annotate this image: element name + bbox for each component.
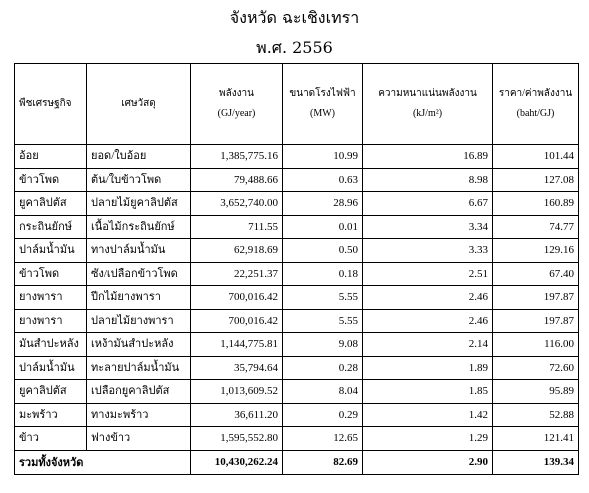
- header-energy-label: พลังงาน: [219, 88, 254, 99]
- cell-price: 197.87: [493, 309, 579, 333]
- header-price-unit: (baht/GJ): [516, 108, 555, 119]
- cell-residue: เหง้ามันสำปะหลัง: [87, 333, 191, 357]
- cell-capacity: 0.01: [283, 215, 363, 239]
- table-row: [15, 215, 579, 239]
- cell-price: 197.87: [493, 286, 579, 310]
- header-energy-unit: (GJ/year): [217, 108, 256, 119]
- cell-crop: ยูคาลิปตัส: [15, 192, 87, 216]
- header-price-label: ราคา/ค่าพลังงาน: [498, 88, 573, 99]
- cell-energy: 700,016.42: [191, 286, 283, 310]
- total-row: [15, 450, 579, 474]
- cell-crop: ข้าวโพด: [15, 262, 87, 286]
- cell-density: 6.67: [363, 192, 493, 216]
- cell-energy: 3,652,740.00: [191, 192, 283, 216]
- header-capacity-unit: (MW): [310, 108, 335, 119]
- header-crop: พืชเศรษฐกิจ: [15, 64, 87, 145]
- table-row: [15, 333, 579, 357]
- cell-capacity: 10.99: [283, 145, 363, 169]
- cell-residue: ปีกไม้ยางพารา: [87, 286, 191, 310]
- cell-density: 2.46: [363, 286, 493, 310]
- cell-crop: ข้าวโพด: [15, 168, 87, 192]
- cell-residue: ฟางข้าว: [87, 427, 191, 451]
- total-label: รวมทั้งจังหวัด: [15, 450, 191, 474]
- header-density-label: ความหนาแน่นพลังงาน: [378, 88, 477, 99]
- table-row: [15, 239, 579, 263]
- cell-crop: ข้าว: [15, 427, 87, 451]
- table-row: [15, 168, 579, 192]
- cell-residue: ทางปาล์มน้ำมัน: [87, 239, 191, 263]
- cell-energy: 1,144,775.81: [191, 333, 283, 357]
- total-capacity: 82.69: [283, 450, 363, 474]
- header-density-unit: (kJ/m²): [412, 108, 443, 119]
- cell-density: 1.85: [363, 380, 493, 404]
- cell-price: 127.08: [493, 168, 579, 192]
- cell-crop: มะพร้าว: [15, 403, 87, 427]
- cell-energy: 711.55: [191, 215, 283, 239]
- cell-price: 121.41: [493, 427, 579, 451]
- cell-capacity: 8.04: [283, 380, 363, 404]
- cell-capacity: 0.28: [283, 356, 363, 380]
- cell-energy: 22,251.37: [191, 262, 283, 286]
- cell-price: 129.16: [493, 239, 579, 263]
- header-price: [493, 64, 579, 145]
- cell-price: 101.44: [493, 145, 579, 169]
- cell-residue: ยอด/ใบอ้อย: [87, 145, 191, 169]
- cell-crop: อ้อย: [15, 145, 87, 169]
- document-title: จังหวัด ฉะเชิงเทรา: [229, 8, 360, 27]
- cell-residue: ทางมะพร้าว: [87, 403, 191, 427]
- header-residue: เศษวัสดุ: [87, 64, 191, 145]
- cell-crop: ยางพารา: [15, 309, 87, 333]
- table-body: [15, 145, 579, 451]
- cell-density: 3.33: [363, 239, 493, 263]
- cell-crop: กระถินยักษ์: [15, 215, 87, 239]
- cell-energy: 35,794.64: [191, 356, 283, 380]
- cell-price: 160.89: [493, 192, 579, 216]
- total-price: 139.34: [493, 450, 579, 474]
- cell-capacity: 0.63: [283, 168, 363, 192]
- table-row: [15, 427, 579, 451]
- cell-capacity: 9.08: [283, 333, 363, 357]
- cell-crop: มันสำปะหลัง: [15, 333, 87, 357]
- cell-density: 1.89: [363, 356, 493, 380]
- header-capacity-label: ขนาดโรงไฟฟ้า: [289, 88, 356, 99]
- table-row: [15, 192, 579, 216]
- cell-crop: ยางพารา: [15, 286, 87, 310]
- cell-residue: เนื้อไม้กระถินยักษ์: [87, 215, 191, 239]
- cell-density: 3.34: [363, 215, 493, 239]
- table-row: [15, 309, 579, 333]
- cell-density: 1.29: [363, 427, 493, 451]
- table-row: [15, 145, 579, 169]
- cell-energy: 1,385,775.16: [191, 145, 283, 169]
- cell-residue: ปลายไม้ยูคาลิปตัส: [87, 192, 191, 216]
- cell-capacity: 12.65: [283, 427, 363, 451]
- cell-density: 2.51: [363, 262, 493, 286]
- total-energy: 10,430,262.24: [191, 450, 283, 474]
- header-capacity: [283, 64, 363, 145]
- cell-energy: 36,611.20: [191, 403, 283, 427]
- cell-price: 74.77: [493, 215, 579, 239]
- header-density: [363, 64, 493, 145]
- cell-crop: ยูคาลิปตัส: [15, 380, 87, 404]
- cell-capacity: 0.18: [283, 262, 363, 286]
- cell-price: 67.40: [493, 262, 579, 286]
- cell-density: 16.89: [363, 145, 493, 169]
- cell-residue: เปลือกยูคาลิปตัส: [87, 380, 191, 404]
- document-subtitle: พ.ศ. 2556: [256, 38, 333, 57]
- cell-energy: 79,488.66: [191, 168, 283, 192]
- table-row: [15, 403, 579, 427]
- cell-density: 1.42: [363, 403, 493, 427]
- header-energy: [191, 64, 283, 145]
- table-row: [15, 380, 579, 404]
- table-row: [15, 262, 579, 286]
- cell-capacity: 0.29: [283, 403, 363, 427]
- cell-energy: 1,595,552.80: [191, 427, 283, 451]
- cell-price: 116.00: [493, 333, 579, 357]
- cell-price: 95.89: [493, 380, 579, 404]
- cell-residue: ปลายไม้ยางพารา: [87, 309, 191, 333]
- cell-capacity: 5.55: [283, 286, 363, 310]
- cell-residue: ต้น/ใบข้าวโพด: [87, 168, 191, 192]
- cell-energy: 700,016.42: [191, 309, 283, 333]
- cell-price: 52.88: [493, 403, 579, 427]
- cell-capacity: 5.55: [283, 309, 363, 333]
- cell-density: 2.46: [363, 309, 493, 333]
- cell-crop: ปาล์มน้ำมัน: [15, 356, 87, 380]
- cell-residue: ซัง/เปลือกข้าวโพด: [87, 262, 191, 286]
- table-row: [15, 356, 579, 380]
- total-density: 2.90: [363, 450, 493, 474]
- header-row: [15, 64, 579, 145]
- cell-energy: 1,013,609.52: [191, 380, 283, 404]
- cell-density: 2.14: [363, 333, 493, 357]
- cell-energy: 62,918.69: [191, 239, 283, 263]
- cell-residue: ทะลายปาล์มน้ำมัน: [87, 356, 191, 380]
- cell-price: 72.60: [493, 356, 579, 380]
- table-row: [15, 286, 579, 310]
- cell-capacity: 0.50: [283, 239, 363, 263]
- cell-crop: ปาล์มน้ำมัน: [15, 239, 87, 263]
- cell-capacity: 28.96: [283, 192, 363, 216]
- energy-table: [14, 63, 579, 475]
- cell-density: 8.98: [363, 168, 493, 192]
